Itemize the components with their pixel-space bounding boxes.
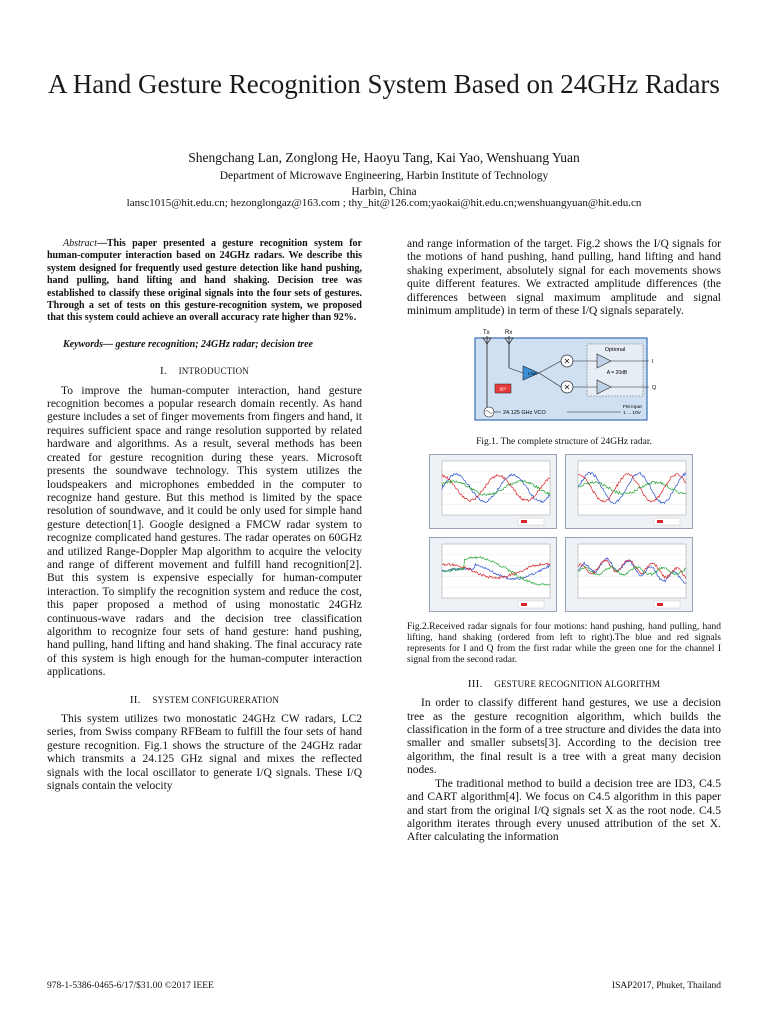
legend-swatch — [657, 603, 663, 606]
tx-label: Tx — [483, 330, 490, 337]
plot-hand-pulling — [565, 454, 693, 529]
signal-plot-svg — [430, 455, 556, 528]
gain-label: A = 20dB — [606, 370, 628, 377]
footer-copyright: 978-1-5386-0465-6/17/$31.00 ©2017 IEEE — [47, 981, 214, 991]
section-title: GESTURE RECOGNITION ALGORITHM — [494, 678, 661, 689]
vco-label: 24.125 GHz VCO — [503, 410, 546, 417]
section-title: SYSTEM CONFIGURERATION — [152, 694, 280, 705]
signal-plot-svg — [566, 455, 692, 528]
paper-title: A Hand Gesture Recognition System Based on 24GHz Radars — [48, 69, 720, 99]
abstract-label: Abstract — [63, 238, 97, 249]
author-list: Shengchang Lan, Zonglong He, Haoyu Tang, Kai Yao, Wenshuang Yuan — [188, 150, 580, 165]
plot-area — [442, 544, 550, 598]
figure-1-caption: Fig.1. The complete structure of 24GHz radar. — [476, 436, 652, 447]
legend-swatch — [521, 603, 527, 606]
plot-hand-pushing — [429, 454, 557, 529]
legend-swatch — [657, 520, 663, 523]
fm-range-label: 1 ... 10V — [623, 411, 641, 417]
right-paragraph: and range information of the target. Fig.2 shows the I/Q signals for the motions of hand pushing, hand pulling, hand lifting and hand shaking experiment, absolutely signal for each movements shows quite different features. We extracted amplitude differences (the differences between signal maximum amplitude and signal minimum amplitude) in term of these I/Q signals separately. — [407, 238, 721, 318]
department: Department of Microwave Engineering, Harbin Institute of Technology — [219, 170, 549, 182]
section-number: I. — [159, 365, 167, 378]
radar-block-diagram — [467, 328, 657, 428]
svg-text:×: × — [563, 382, 571, 392]
section-title: INTRODUCTION — [178, 366, 250, 377]
intro-paragraph: To improve the human-computer interaction, hand gesture recognition becomes a popular research domain recently. As hand gesture includes a set of finger movements from fingers and hand, it requires sufficient space and range resolution supported by related hardware and algorithms. As a result, several methods has been created for gesture recognition during these years. Microsoft presents the soundwave technology. This system utilizes the loudspeakers and microphones embedded in the computer to recognize hand gesture. But this method is limited by the space resolution of soundwave, and it could be only used for simple hand gesture detection[1]. Google designed a FMCW radar system to recognize complicated hand gestures. The radar operates on 60GHz and utilized Range-Doppler Map algorithm to acquire the velocity and range of different movement and fulfill hand recognition[2]. But this system is expensive especially for human-computer interaction. To simplify the recognition system and reduce the cost, this paper proposed a method of using monostatic 24GHz continuous-wave radars and the decision tree classification algorithm to recognize four sets of hand gesture: hand pushing, hand pulling, hand lifting and hand shaking. The final accuracy rate of this system is high enough for the human-computer interaction applications. — [47, 384, 362, 679]
section-heading-intro — [47, 365, 362, 378]
signal-plot-svg — [430, 538, 556, 611]
left-column — [47, 238, 362, 793]
algo-paragraph-1: In order to classify different hand gestures, we use a decision tree as the gesture recognition algorithm, which builds the classification in the form of a tree structure and divides the data into smaller and smaller subsets[3]. According to the decision tree algorithm, the final result is a tree with a great many decision nodes. — [407, 697, 721, 777]
right-column — [407, 238, 721, 845]
affiliation — [40, 168, 728, 200]
plot-hand-lifting — [429, 537, 557, 612]
section-heading-algo — [407, 678, 721, 691]
author-emails: lansc1015@hit.edu.cn; hezonglongaz@163.com ; thy_hit@126.com;yaokai@hit.edu.cn;wenshuangyuan@hit.edu.cn — [126, 197, 642, 209]
algo-paragraph-2: The traditional method to build a decision tree are ID3, C4.5 and CART algorithm[4]. We focus on C4.5 algorithm in this paper and start from the original I/Q signals set X as the root node. C4.5 algorithm iterates through every unused attribution of the set X. After calculating the information — [407, 777, 721, 844]
legend-swatch — [521, 520, 527, 523]
section-heading-config — [47, 694, 362, 707]
footer-conference: ISAP2017, Phuket, Thailand — [611, 981, 721, 991]
ninety-label: 90° — [499, 386, 507, 392]
signal-plots-grid — [429, 454, 721, 612]
city: Harbin, China — [351, 186, 417, 198]
svg-text:×: × — [563, 356, 571, 366]
plot-area — [442, 461, 550, 515]
abstract — [47, 238, 362, 325]
rx-label: Rx — [505, 330, 513, 337]
plot-hand-shaking — [565, 537, 693, 612]
lna-label: LNA — [528, 371, 537, 377]
signal-plot-svg — [566, 538, 692, 611]
fm-input-label: FM input — [623, 405, 642, 411]
q-output-label: Q — [652, 385, 657, 392]
figure-2-caption: Fig.2.Received radar signals for four motions: hand pushing, hand pulling, hand lifting, hand shaking (ordered from left to right).The blue and red signals represents for I and Q from the first radar while the green one for the channel I signal from the second radar. — [407, 621, 721, 665]
i-output-label: I — [652, 359, 654, 366]
optional-label: Optional — [604, 347, 626, 354]
section-number: II. — [129, 693, 141, 706]
keywords: Keywords— gesture recognition; 24GHz radar; decision tree — [63, 338, 313, 350]
abstract-text: —This paper presented a gesture recognition system for human-computer interaction based on 24GHz radars. We describe this system designed for frequently used gesture detection like hand pushing, hand pulling, hand lifting and hand shaking. Decision tree was established to classify these original signals into the four sets of gestures. Through a set of tests on this gesture-recognition system, we proposed that this system could achieve an overall accuracy rate higher than 92%. — [47, 238, 362, 324]
config-paragraph: This system utilizes two monostatic 24GHz CW radars, LC2 series, from Swiss company RFBeam to fulfill the four sets of hand gesture recognition. Fig.1 shows the structure of the 24GHz radar which transmits a 24.125 GHz signal and mixes the reflected signals with the local oscillator to generate I/Q signals. These I/Q signals contain the velocity — [47, 713, 362, 793]
section-number: III. — [467, 677, 483, 690]
